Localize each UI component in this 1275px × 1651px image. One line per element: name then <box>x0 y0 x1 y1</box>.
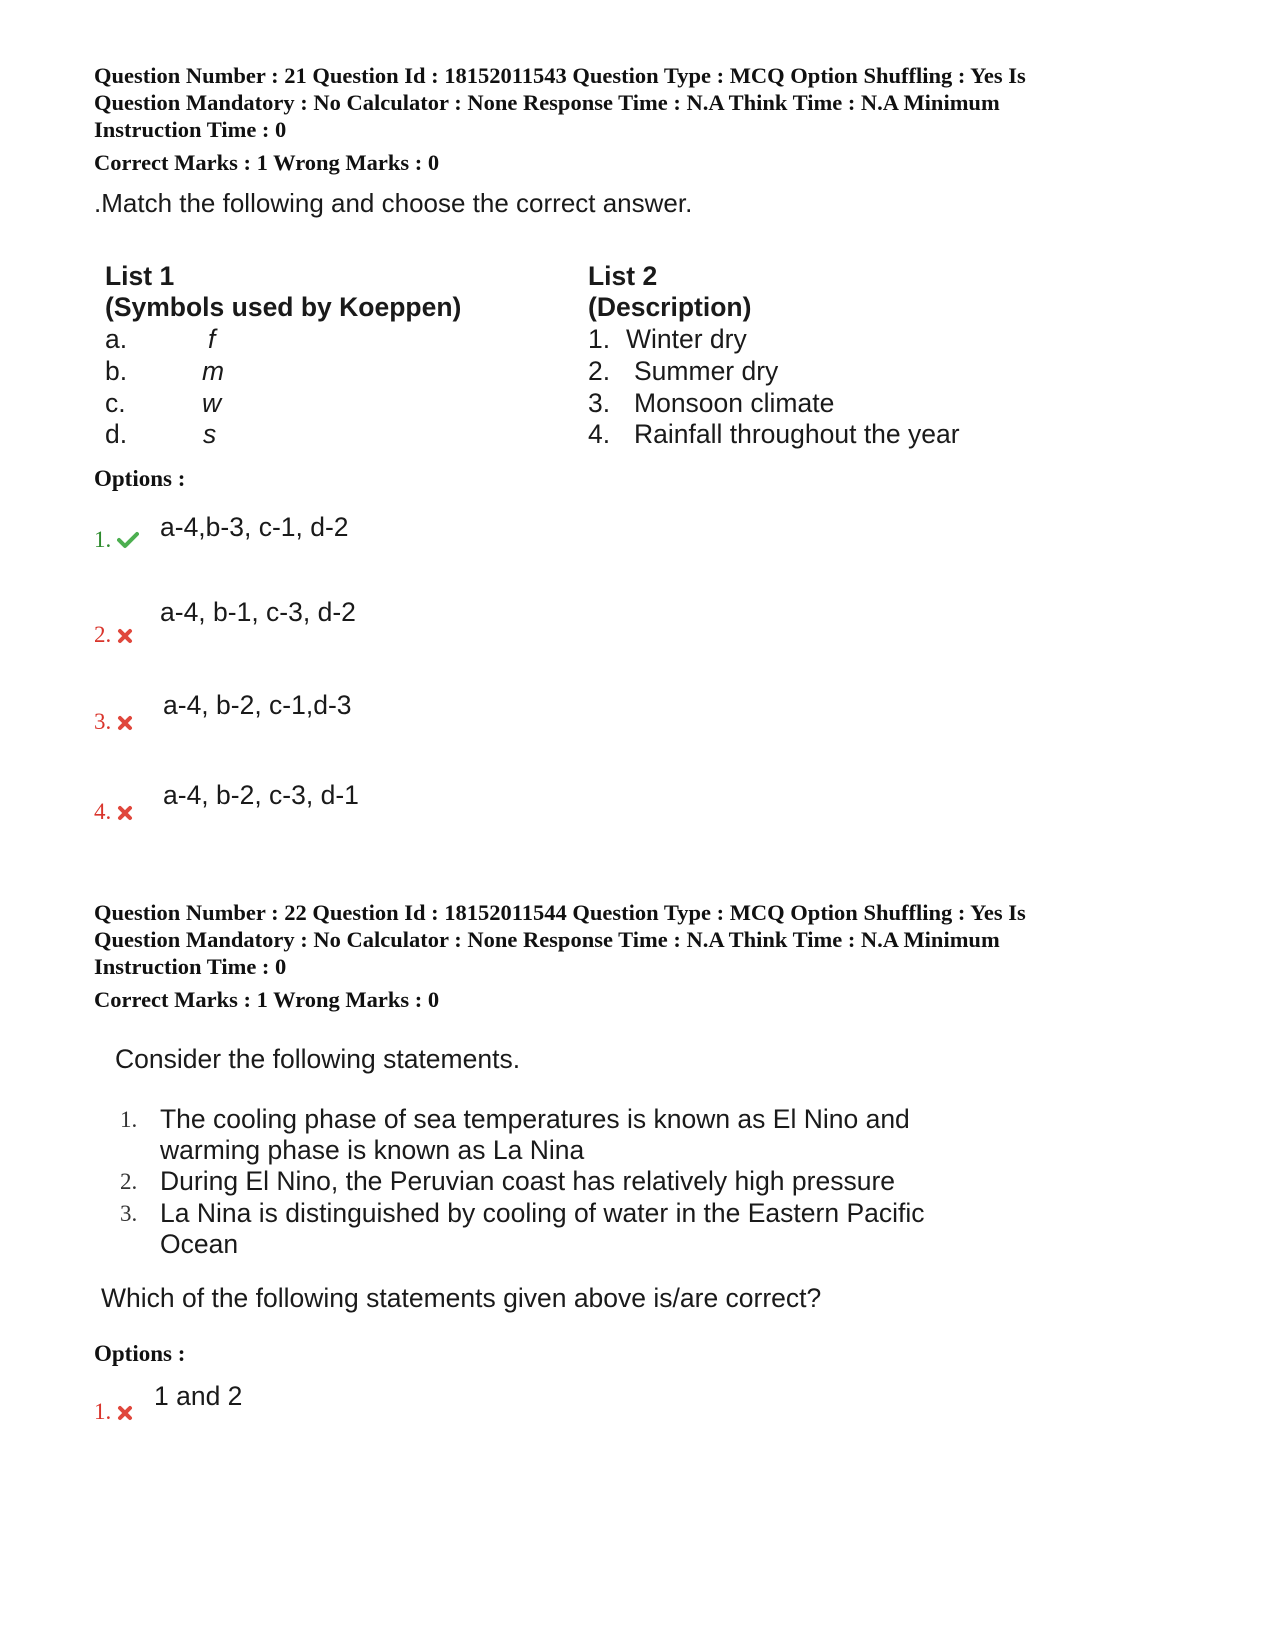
q22-option-1-number: 1. <box>94 1399 112 1424</box>
q22-question: Which of the following statements given above is/are correct? <box>101 1283 822 1313</box>
list2-num-1: 1. <box>588 324 611 354</box>
list2-text-1: Winter dry <box>626 324 747 354</box>
q21-options-label: Options : <box>94 466 186 491</box>
checkmark-icon <box>117 529 139 555</box>
list1-letter-c: c. <box>105 388 126 418</box>
list2-title: List 2 <box>588 261 658 291</box>
q22-options-label: Options : <box>94 1341 186 1366</box>
q21-prompt: .Match the following and choose the correct answer. <box>94 188 693 218</box>
list2-text-3: Monsoon climate <box>634 388 835 418</box>
q22-option-1-marker <box>94 1399 133 1427</box>
q22-statement-2-num: 2. <box>120 1169 138 1194</box>
q21-meta-line-3: Instruction Time : 0 <box>94 117 287 142</box>
list1-symbol-f: f <box>208 324 216 354</box>
q21-option-2-marker <box>94 622 133 650</box>
q21-meta-line-1: Question Number : 21 Question Id : 18152011543 Question Type : MCQ Option Shuffling : Yes Is <box>94 63 1026 88</box>
q22-statement-3-num: 3. <box>120 1201 138 1226</box>
list2-text-4: Rainfall throughout the year <box>634 419 960 449</box>
q21-option-4-number: 4. <box>94 799 112 824</box>
q21-option-1-marker <box>94 527 139 555</box>
list2-num-2: 2. <box>588 356 611 386</box>
list1-symbol-m: m <box>202 356 225 386</box>
cross-icon <box>117 711 133 737</box>
cross-icon <box>117 624 133 650</box>
q21-option-3-number: 3. <box>94 709 112 734</box>
cross-icon <box>117 801 133 827</box>
list1-symbol-w: w <box>202 388 222 418</box>
list1-title: List 1 <box>105 261 175 291</box>
q21-option-1-text[interactable]: a-4,b-3, c-1, d-2 <box>160 512 349 542</box>
list2-num-4: 4. <box>588 419 611 449</box>
list1-subtitle: (Symbols used by Koeppen) <box>105 292 462 322</box>
list1-letter-d: d. <box>105 419 128 449</box>
q22-marks: Correct Marks : 1 Wrong Marks : 0 <box>94 987 440 1012</box>
cross-icon <box>117 1401 133 1427</box>
q22-intro: Consider the following statements. <box>115 1044 521 1074</box>
q22-statement-1-num: 1. <box>120 1107 138 1132</box>
list1-symbol-s: s <box>203 419 217 449</box>
q22-meta-line-3: Instruction Time : 0 <box>94 954 287 979</box>
q21-option-4-text[interactable]: a-4, b-2, c-3, d-1 <box>163 780 359 810</box>
q21-option-2-text[interactable]: a-4, b-1, c-3, d-2 <box>160 597 356 627</box>
list1-letter-a: a. <box>105 324 128 354</box>
q21-marks: Correct Marks : 1 Wrong Marks : 0 <box>94 150 440 175</box>
q22-statement-3-line-1: La Nina is distinguished by cooling of water in the Eastern Pacific <box>160 1198 925 1228</box>
q22-statement-1-line-2: warming phase is known as La Nina <box>160 1135 585 1165</box>
q21-option-4-marker <box>94 799 133 827</box>
q21-option-3-text[interactable]: a-4, b-2, c-1,d-3 <box>163 690 352 720</box>
q21-option-1-number: 1. <box>94 527 112 552</box>
q21-meta-line-2: Question Mandatory : No Calculator : None Response Time : N.A Think Time : N.A Minimum <box>94 90 1000 115</box>
q22-statement-1-line-1: The cooling phase of sea temperatures is known as El Nino and <box>160 1104 910 1134</box>
q22-meta-line-2: Question Mandatory : No Calculator : None Response Time : N.A Think Time : N.A Minimum <box>94 927 1000 952</box>
q22-option-1-text[interactable]: 1 and 2 <box>154 1381 243 1411</box>
list1-letter-b: b. <box>105 356 128 386</box>
q21-option-3-marker <box>94 709 133 737</box>
list2-text-2: Summer dry <box>634 356 779 386</box>
q22-statement-3-line-2: Ocean <box>160 1229 239 1259</box>
q22-meta-line-1: Question Number : 22 Question Id : 18152011544 Question Type : MCQ Option Shuffling : Yes Is <box>94 900 1026 925</box>
list2-subtitle: (Description) <box>588 292 752 322</box>
q21-option-2-number: 2. <box>94 622 112 647</box>
list2-num-3: 3. <box>588 388 611 418</box>
q22-statement-2-line-1: During El Nino, the Peruvian coast has relatively high pressure <box>160 1166 896 1196</box>
